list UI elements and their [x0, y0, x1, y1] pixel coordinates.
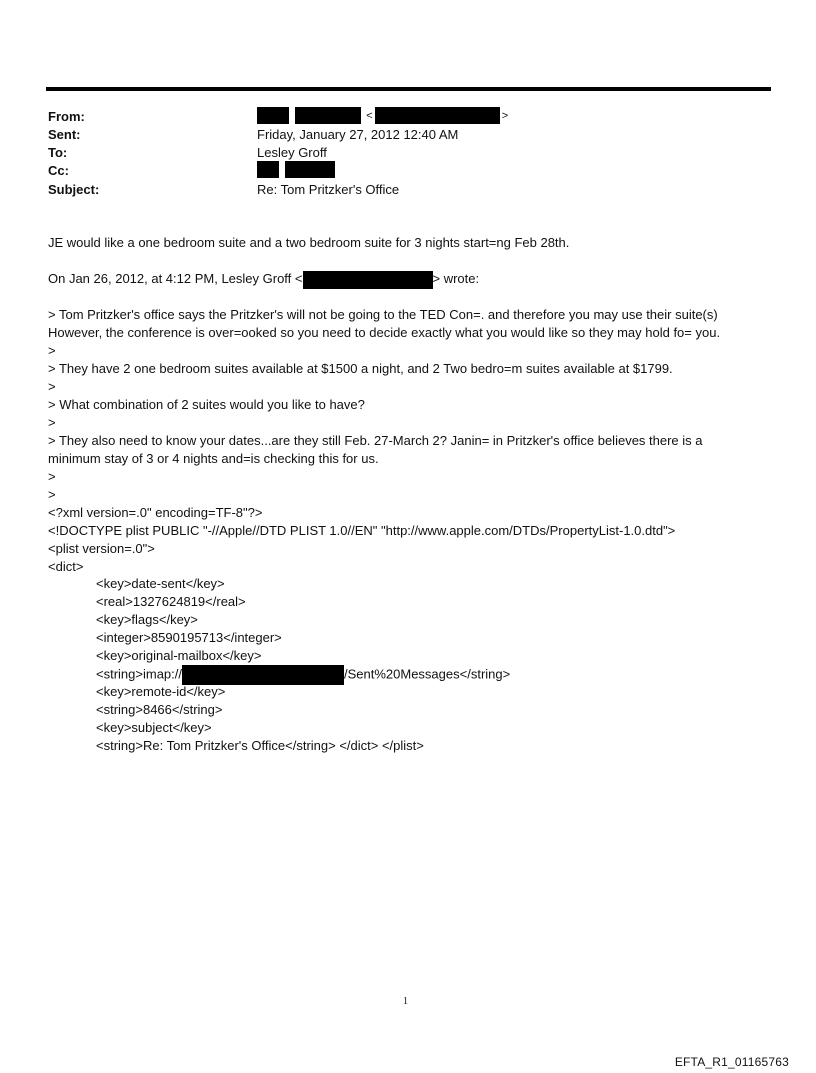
- plist-line: <key>flags</key>: [96, 612, 198, 627]
- sent-value: Friday, January 27, 2012 12:40 AM: [257, 127, 459, 142]
- plist-line: <string>Re: Tom Pritzker's Office</string> </dict> </plist>: [96, 738, 424, 753]
- subject-label: Subject:: [48, 182, 100, 197]
- plist-line: <string>8466</string>: [96, 702, 223, 717]
- body-line: >: [48, 487, 56, 502]
- cc-value: [257, 161, 335, 178]
- redaction-bar: [285, 161, 335, 178]
- body-line: >: [48, 343, 56, 358]
- body-line: However, the conference is over=ooked so you need to decide exactly what you would like so they may hold fo= you.: [48, 325, 721, 340]
- header-divider: [46, 87, 771, 91]
- sent-label: Sent:: [48, 127, 81, 142]
- from-label: From:: [48, 109, 85, 124]
- plist-line: [96, 665, 510, 685]
- plist-line: <integer>8590195713</integer>: [96, 630, 282, 645]
- redaction-bar: [375, 107, 500, 124]
- angle-open: <: [366, 109, 373, 122]
- angle-close: >: [501, 109, 509, 122]
- redaction-bar: [182, 665, 344, 685]
- plist-line: <key>date-sent</key>: [96, 576, 225, 591]
- body-line: JE would like a one bedroom suite and a two bedroom suite for 3 nights start=ng Feb 28th.: [48, 235, 570, 250]
- body-line: <plist version=.0">: [48, 541, 155, 556]
- quote-intro-end: > wrote:: [432, 271, 480, 286]
- document-id: EFTA_R1_01165763: [674, 1055, 789, 1069]
- redaction-bar: [257, 107, 289, 124]
- plist-line: <key>original-mailbox</key>: [96, 648, 262, 663]
- body-line: > They also need to know your dates...are they still Feb. 27-March 2? Janin= in Pritzker's office believes there is a: [48, 433, 703, 448]
- to-value: Lesley Groff: [257, 145, 327, 160]
- body-line: >: [48, 415, 56, 430]
- body-line: > Tom Pritzker's office says the Pritzker's will not be going to the TED Con=. and therefore you may use their suite(s): [48, 307, 718, 322]
- redaction-bar: [257, 161, 279, 178]
- plist-line: <key>subject</key>: [96, 720, 212, 735]
- body-line: > What combination of 2 suites would you like to have?: [48, 397, 365, 412]
- body-line: <!DOCTYPE plist PUBLIC "-//Apple//DTD PLIST 1.0//EN" "http://www.apple.com/DTDs/PropertyList-1.0.dtd">: [48, 523, 676, 538]
- plist-line: <real>1327624819</real>: [96, 594, 246, 609]
- page-number: 1: [403, 996, 408, 1007]
- plist-imap-start: <string>imap://: [96, 666, 182, 682]
- quote-intro-text: On Jan 26, 2012, at 4:12 PM, Lesley Groff <: [48, 271, 303, 286]
- body-line: >: [48, 469, 56, 484]
- subject-value: Re: Tom Pritzker's Office: [257, 182, 400, 197]
- body-line: >: [48, 379, 56, 394]
- plist-line: <key>remote-id</key>: [96, 684, 226, 699]
- quote-intro: [48, 270, 479, 289]
- redaction-bar: [295, 107, 361, 124]
- plist-imap-end: /Sent%20Messages</string>: [344, 666, 511, 682]
- body-line: <dict>: [48, 559, 84, 574]
- redaction-bar: [303, 271, 433, 289]
- body-line: > They have 2 one bedroom suites available at $1500 a night, and 2 Two bedro=m suites available at $1799.: [48, 361, 673, 376]
- body-line: <?xml version=.0" encoding=TF-8"?>: [48, 505, 263, 520]
- to-label: To:: [48, 145, 68, 160]
- body-line: minimum stay of 3 or 4 nights and=is checking this for us.: [48, 451, 379, 466]
- cc-label: Cc:: [48, 163, 69, 178]
- from-value: [257, 107, 510, 124]
